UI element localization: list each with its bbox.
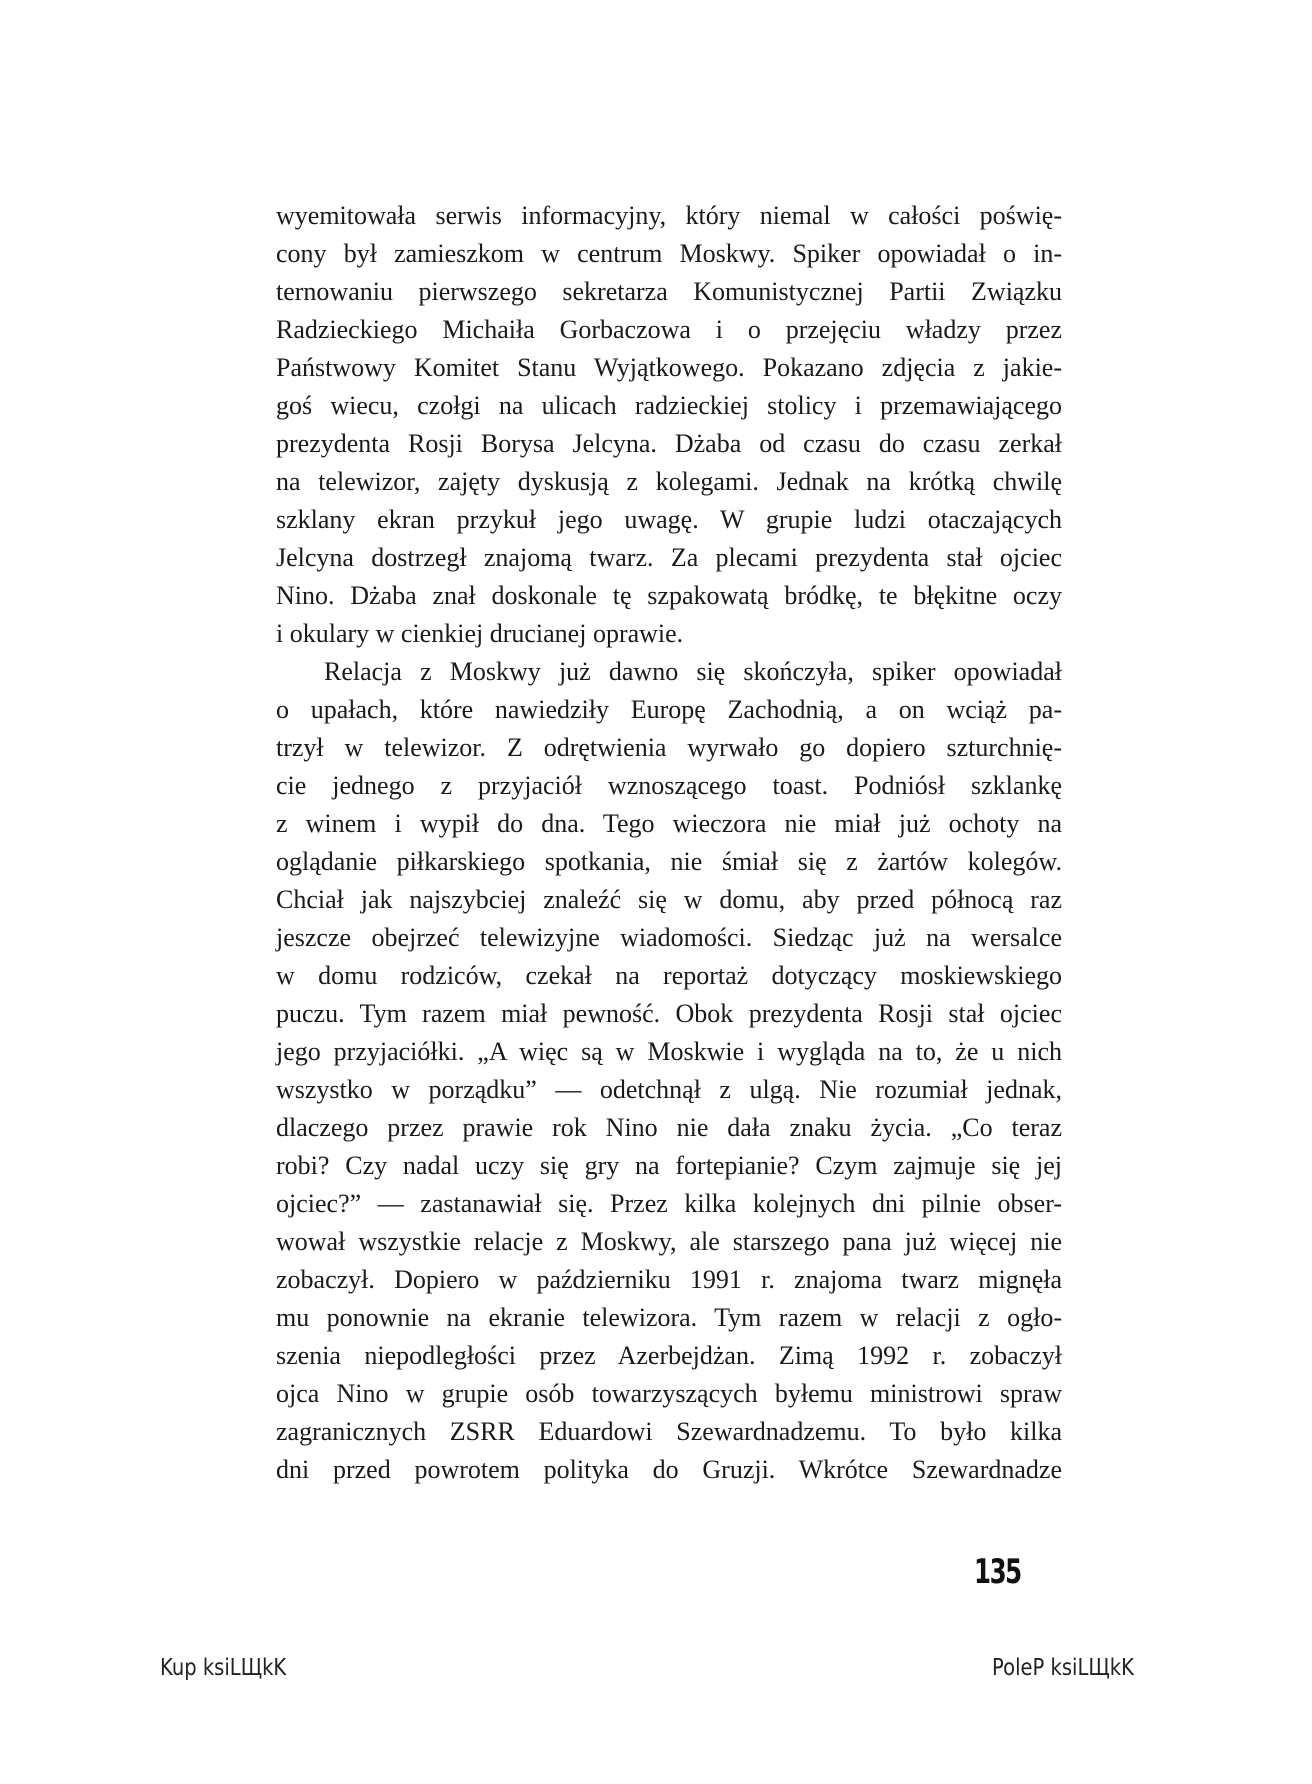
text-line: Radzieckiego Michaiła Gorbaczowa i o przejęciu władzy przez bbox=[276, 315, 1062, 344]
text-line: Państwowy Komitet Stanu Wyjątkowego. Pokazano zdjęcia z jakie- bbox=[276, 353, 1062, 382]
text-line: w domu rodziców, czekał na reportaż dotyczący moskiewskiego bbox=[276, 961, 1062, 990]
footer-buy-book-link[interactable]: Kup ksiLЩkK bbox=[160, 1655, 287, 1681]
text-line: Jelcyna dostrzegł znajomą twarz. Za plecami prezydenta stał ojciec bbox=[276, 543, 1062, 572]
text-line: ternowaniu pierwszego sekretarza Komunistycznej Partii Związku bbox=[276, 277, 1062, 306]
text-line: cie jednego z przyjaciół wznoszącego toast. Podniósł szklankę bbox=[276, 771, 1062, 800]
text-line: oglądanie piłkarskiego spotkania, nie śmiał się z żartów kolegów. bbox=[276, 847, 1062, 876]
text-line: na telewizor, zajęty dyskusją z kolegami. Jednak na krótką chwilę bbox=[276, 467, 1062, 496]
text-line: puczu. Tym razem miał pewność. Obok prezydenta Rosji stał ojciec bbox=[276, 999, 1062, 1028]
text-line: ojciec?” — zastanawiał się. Przez kilka kolejnych dni pilnie obser- bbox=[276, 1189, 1062, 1218]
text-line: goś wiecu, czołgi na ulicach radzieckiej stolicy i przemawiającego bbox=[276, 391, 1062, 420]
text-line: Nino. Dżaba znał doskonale tę szpakowatą bródkę, te błękitne oczy bbox=[276, 581, 1062, 610]
text-line: zobaczył. Dopiero w październiku 1991 r. znajoma twarz mignęła bbox=[276, 1265, 1062, 1294]
text-line: ojca Nino w grupie osób towarzyszących byłemu ministrowi spraw bbox=[276, 1379, 1062, 1408]
text-line: mu ponownie na ekranie telewizora. Tym razem w relacji z ogło- bbox=[276, 1303, 1062, 1332]
text-line: szenia niepodległości przez Azerbejdżan. Zimą 1992 r. zobaczył bbox=[276, 1341, 1062, 1370]
text-line: i okulary w cienkiej drucianej oprawie. bbox=[276, 619, 684, 648]
text-line: jeszcze obejrzeć telewizyjne wiadomości. Siedząc już na wersalce bbox=[276, 923, 1062, 952]
text-line: trzył w telewizor. Z odrętwienia wyrwało go dopiero szturchnię- bbox=[276, 733, 1062, 762]
text-line: o upałach, które nawiedziły Europę Zachodnią, a on wciąż pa- bbox=[276, 695, 1062, 724]
text-line: dni przed powrotem polityka do Gruzji. Wkrótce Szewardnadze bbox=[276, 1455, 1062, 1484]
text-line: robi? Czy nadal uczy się gry na fortepianie? Czym zajmuje się jej bbox=[276, 1151, 1062, 1180]
footer-recommend-book-link[interactable]: PoleP ksiLЩkK bbox=[992, 1655, 1134, 1681]
text-line: wszystko w porządku” — odetchnął z ulgą. Nie rozumiał jednak, bbox=[276, 1075, 1062, 1104]
body-text bbox=[276, 197, 1062, 1489]
text-line: wował wszystkie relacje z Moskwy, ale starszego pana już więcej nie bbox=[276, 1227, 1062, 1256]
paragraph-start-line: Relacja z Moskwy już dawno się skończyła, spiker opowiadał bbox=[324, 657, 1062, 686]
text-line: Chciał jak najszybciej znaleźć się w domu, aby przed północą raz bbox=[276, 885, 1062, 914]
text-line: prezydenta Rosji Borysa Jelcyna. Dżaba od czasu do czasu zerkał bbox=[276, 429, 1062, 458]
text-line: zagranicznych ZSRR Eduardowi Szewardnadzemu. To było kilka bbox=[276, 1417, 1062, 1446]
text-line: cony był zamieszkom w centrum Moskwy. Spiker opowiadał o in- bbox=[276, 239, 1062, 268]
text-line: z winem i wypił do dna. Tego wieczora nie miał już ochoty na bbox=[276, 809, 1062, 838]
text-line: jego przyjaciółki. „A więc są w Moskwie i wygląda na to, że u nich bbox=[276, 1037, 1062, 1066]
text-line: dlaczego przez prawie rok Nino nie dała znaku życia. „Co teraz bbox=[276, 1113, 1062, 1142]
text-line: szklany ekran przykuł jego uwagę. W grupie ludzi otaczających bbox=[276, 505, 1062, 534]
text-line: wyemitowała serwis informacyjny, który niemal w całości poświę- bbox=[276, 201, 1062, 230]
page-number: 135 bbox=[974, 1552, 1021, 1592]
